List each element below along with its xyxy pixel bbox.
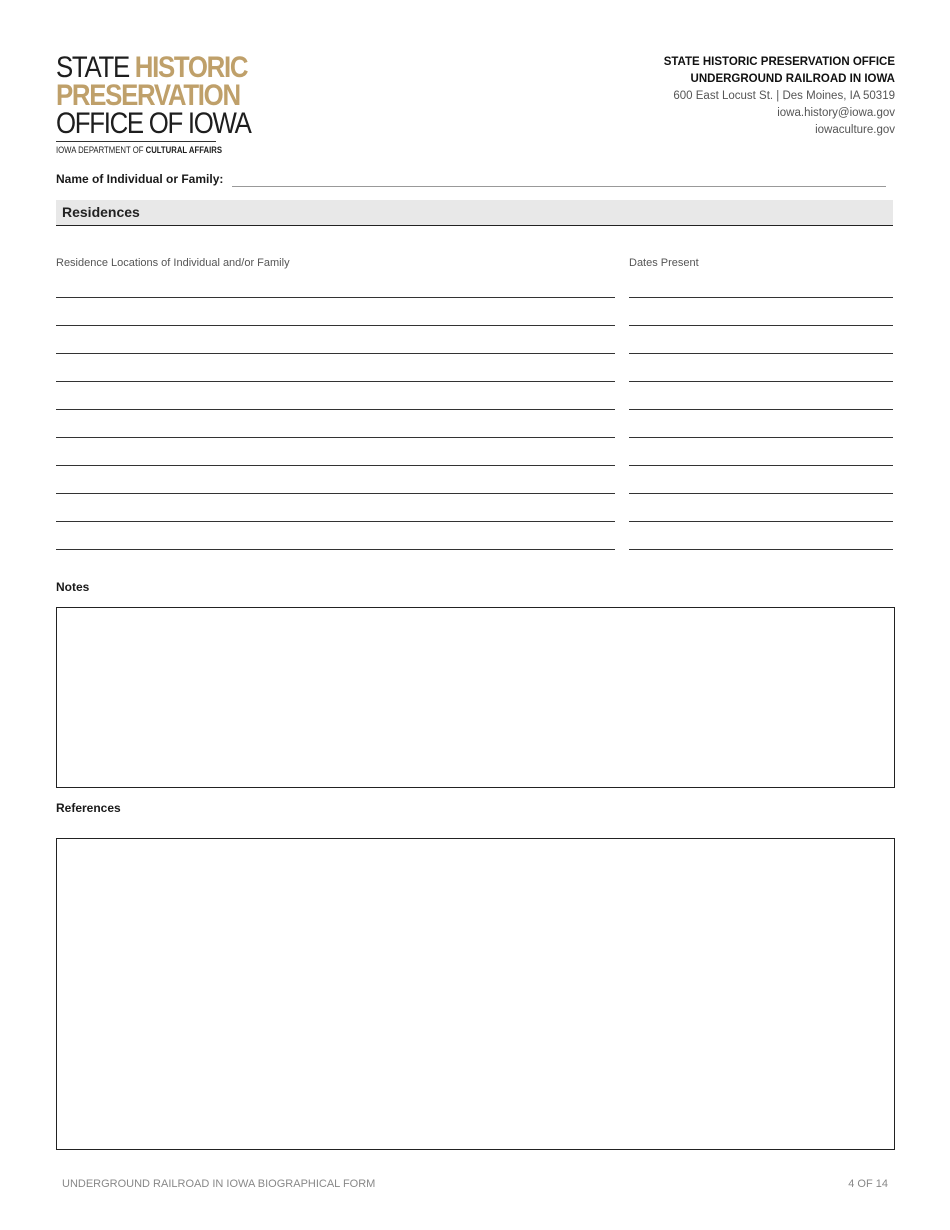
residence-dates-field[interactable]	[629, 480, 893, 494]
residence-location-field[interactable]	[56, 396, 615, 410]
residence-dates-field[interactable]	[629, 396, 893, 410]
logo-divider	[56, 141, 216, 142]
logo-subtitle	[56, 145, 251, 155]
notes-label: Notes	[56, 580, 90, 594]
residence-dates-field[interactable]	[629, 368, 893, 382]
residence-dates-field[interactable]	[629, 284, 893, 298]
col-label-dates: Dates Present	[629, 257, 699, 269]
residence-location-field[interactable]	[56, 312, 615, 326]
col-label-locations: Residence Locations of Individual and/or Family	[56, 257, 290, 269]
office-email: iowa.history@iowa.gov	[777, 107, 895, 119]
residence-rows-dates	[629, 284, 893, 564]
residence-location-field[interactable]	[56, 424, 615, 438]
logo-subtitle-bold: CULTURAL AFFAIRS	[145, 145, 222, 155]
residence-location-field[interactable]	[56, 508, 615, 522]
logo-text-historic: HISTORIC	[134, 51, 248, 84]
residence-location-field[interactable]	[56, 536, 615, 550]
residence-location-field[interactable]	[56, 452, 615, 466]
section-title: Residences	[62, 204, 140, 220]
references-textarea[interactable]	[56, 838, 895, 1150]
page-number: 4 OF 14	[848, 1178, 888, 1190]
logo	[56, 51, 282, 155]
residence-location-field[interactable]	[56, 284, 615, 298]
logo-line-3: OFFICE OF IOWA	[56, 107, 251, 140]
notes-textarea[interactable]	[56, 607, 895, 788]
residence-dates-field[interactable]	[629, 424, 893, 438]
residence-dates-field[interactable]	[629, 536, 893, 550]
office-address: 600 East Locust St. | Des Moines, IA 50319	[673, 90, 895, 102]
logo-text-state: STATE	[56, 51, 135, 84]
residences-section-header	[56, 200, 893, 226]
name-field[interactable]	[232, 172, 886, 187]
references-label: References	[56, 801, 121, 815]
office-website: iowaculture.gov	[815, 124, 895, 136]
office-contact	[664, 54, 895, 139]
residence-dates-field[interactable]	[629, 340, 893, 354]
residence-rows-locations	[56, 284, 615, 564]
name-label: Name of Individual or Family:	[56, 172, 224, 186]
residence-location-field[interactable]	[56, 340, 615, 354]
logo-line-2: PRESERVATION	[56, 79, 240, 112]
residence-dates-field[interactable]	[629, 508, 893, 522]
residence-location-field[interactable]	[56, 480, 615, 494]
logo-subtitle-prefix: IOWA DEPARTMENT OF	[56, 145, 146, 155]
program-name: UNDERGROUND RAILROAD IN IOWA	[690, 73, 895, 85]
office-name: STATE HISTORIC PRESERVATION OFFICE	[663, 56, 895, 68]
residence-dates-field[interactable]	[629, 452, 893, 466]
residence-location-field[interactable]	[56, 368, 615, 382]
logo-line-1	[56, 51, 251, 84]
residence-dates-field[interactable]	[629, 312, 893, 326]
footer-form-name: UNDERGROUND RAILROAD IN IOWA BIOGRAPHICAL FORM	[62, 1178, 376, 1190]
